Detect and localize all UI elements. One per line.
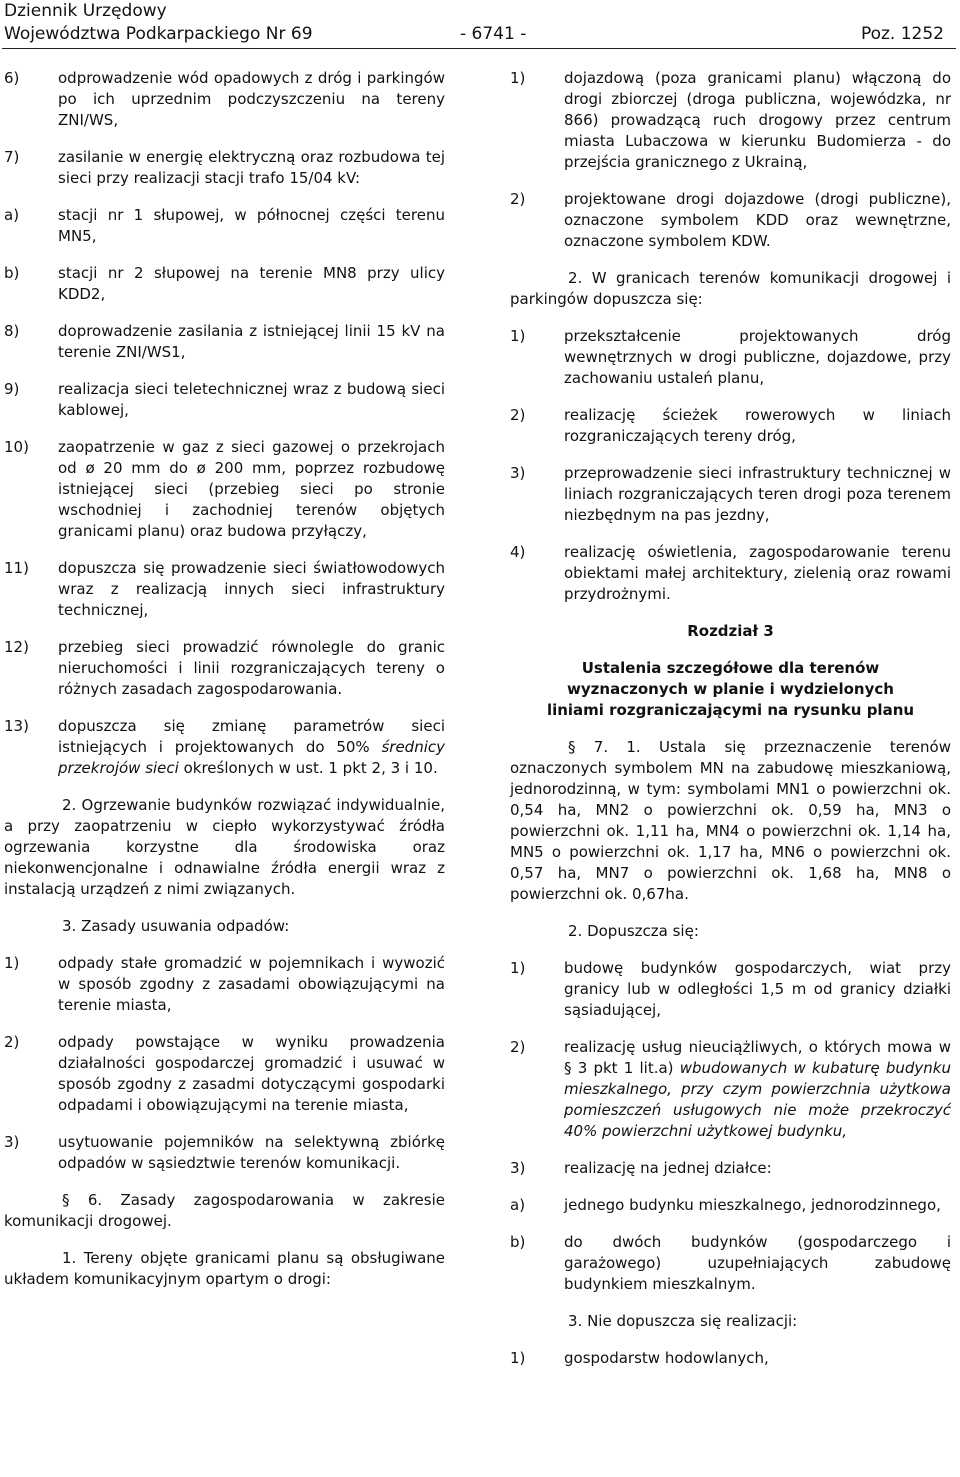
item-number: 1)	[510, 327, 526, 345]
section-paragraph: § 6. Zasady zagospodarowania w zakresie komunikacji drogowej.	[4, 1191, 445, 1230]
item-text: projektowane drogi dojazdowe (drogi publiczne), oznaczone symbolem KDD oraz wewnętrzne, oznaczone symbolem KDW.	[564, 190, 951, 250]
item-number: 10)	[4, 438, 29, 456]
list-item	[510, 68, 951, 173]
item-text: realizacja sieci teletechnicznej wraz z budową sieci kablowej,	[58, 380, 445, 419]
item-text: dojazdową (poza granicami planu) włączoną do drogi zbiorczej (droga publiczna, wojewódzka, nr 866) prowadzącą ruch drogowy przez centrum miasta Lubaczowa w kierunku Budomierza - do przejścia granicznego z Ukrainą,	[564, 69, 951, 171]
item-text: realizację usług nieuciążliwych, o których mowa w § 3 pkt 1 lit.a)	[564, 1038, 951, 1077]
item-number: 2)	[510, 190, 526, 208]
item-text: realizację ścieżek rowerowych w liniach rozgraniczających tereny dróg,	[564, 406, 951, 445]
item-text: doprowadzenie zasilania z istniejącej linii 15 kV na terenie ZNI/WS1,	[58, 322, 445, 361]
paragraph: 2. Dopuszcza się:	[568, 922, 699, 940]
item-text: do dwóch budynków (gospodarczego i garażowego) uzupełniających zabudowę budynkiem mieszkalnym.	[564, 1233, 951, 1293]
list-item	[4, 1132, 445, 1174]
item-text: realizację na jednej działce:	[564, 1159, 772, 1177]
list-item	[4, 68, 445, 131]
item-text: stacji nr 2 słupowej na terenie MN8 przy ulicy KDD2,	[58, 264, 445, 303]
list-item	[510, 1037, 951, 1142]
item-text: przeprowadzenie sieci infrastruktury technicznej w liniach rozgraniczających teren drogi poza terenem niezbędnym na pas jezdny,	[564, 464, 951, 524]
item-text-italic: średnicy przekrojów sieci	[58, 738, 445, 777]
item-number: 1)	[510, 959, 526, 977]
paragraph: 3. Nie dopuszcza się realizacji:	[568, 1312, 798, 1330]
list-item	[510, 1232, 951, 1295]
left-column	[4, 68, 445, 1290]
list-item	[4, 953, 445, 1016]
list-item	[4, 1032, 445, 1116]
list-item	[4, 558, 445, 621]
item-number: 6)	[4, 69, 20, 87]
item-number: 8)	[4, 322, 20, 340]
item-number: 1)	[510, 1349, 526, 1367]
list-item	[510, 1158, 951, 1179]
item-text-italic: wbudowanych w kubaturę budynku mieszkalnego, przy czym powierzchnia użytkowa pomieszczeń usługowych nie może przekroczyć 40% powierzchni użytkowej budynku,	[564, 1059, 952, 1140]
item-text: przebieg sieci prowadzić równolegle do granic nieruchomości i linii rozgraniczających tereny o różnych zasadach zagospodarowania.	[58, 638, 445, 698]
item-text: realizację oświetlenia, zagospodarowanie terenu obiektami małej architektury, zielenią oraz rowami przydrożnymi.	[564, 543, 951, 603]
paragraph: 2. W granicach terenów komunikacji drogowej i parkingów dopuszcza się:	[510, 269, 951, 308]
item-text: stacji nr 1 słupowej, w północnej części terenu MN5,	[58, 206, 445, 245]
item-text: zasilanie w energię elektryczną oraz rozbudowa tej sieci przy realizacji stacji trafo 15/04 kV:	[58, 148, 445, 187]
item-text: gospodarstw hodowlanych,	[564, 1349, 769, 1367]
item-text: zaopatrzenie w gaz z sieci gazowej o przekrojach od ø 20 mm do ø 200 mm, poprzez rozbudowę istniejącej sieci (przebieg sieci po stronie wschodniej i zachodniej terenów objętych granicami planu) oraz budowa przyłączy,	[58, 438, 445, 540]
paragraph: 3. Zasady usuwania odpadów:	[62, 917, 290, 935]
paragraph: 2. Ogrzewanie budynków rozwiązać indywidualnie, a przy zaopatrzeniu w ciepło wykorzystywać źródła ogrzewania korzystne dla środowiska oraz niekonwencjonalne i odnawialne źródła energii wraz z instalacją urządzeń z nimi związanych.	[4, 796, 445, 898]
item-text: jednego budynku mieszkalnego, jednorodzinnego,	[564, 1196, 941, 1214]
item-text: określonych w ust. 1 pkt 2, 3 i 10.	[178, 759, 438, 777]
list-item	[510, 1195, 951, 1216]
chapter-heading: Rozdział 3	[687, 622, 774, 640]
item-number: 2)	[510, 1038, 526, 1056]
list-item	[510, 463, 951, 526]
item-text: odprowadzenie wód opadowych z dróg i parkingów po ich uprzednim podczyszczeniu na tereny ZNI/WS,	[58, 69, 445, 129]
item-number: 12)	[4, 638, 29, 656]
item-number: 2)	[4, 1033, 20, 1051]
chapter-title-line: liniami rozgraniczającymi na rysunku planu	[546, 701, 915, 719]
item-text: usytuowanie pojemników na selektywną zbiórkę odpadów w sąsiedztwie terenów komunikacji.	[58, 1133, 445, 1172]
item-number: b)	[4, 264, 20, 282]
list-item	[510, 405, 951, 447]
list-item	[4, 716, 445, 779]
list-item	[4, 205, 445, 247]
item-text: odpady powstające w wyniku prowadzenia działalności gospodarczej gromadzić i usuwać w sposób zgodny z zasadmi dotyczącymi gospodarki odpadami i obowiązującymi na terenie miasta,	[58, 1033, 445, 1114]
item-number: 3)	[510, 464, 526, 482]
paragraph: 1. Tereny objęte granicami planu są obsługiwane układem komunikacyjnym opartym o drogi:	[4, 1249, 445, 1288]
right-column	[510, 68, 951, 1369]
chapter-title-line: Ustalenia szczegółowe dla terenów	[581, 659, 880, 677]
page-header	[4, 0, 944, 46]
list-item	[4, 321, 445, 363]
item-number: 1)	[510, 69, 526, 87]
item-number: 4)	[510, 543, 526, 561]
list-item	[4, 437, 445, 542]
position-number: Poz. 1252	[860, 24, 944, 44]
item-number: 11)	[4, 559, 29, 577]
section-paragraph: § 7. 1. Ustala się przeznaczenie terenów oznaczonych symbolem MN na zabudowę mieszkaniową, jednorodzinną, w tym: symbolami MN1 o powierzchni ok. 0,54 ha, MN2 o powierzchni ok. 0,59 ha, MN3 o powierzchni ok. 1,11 ha, MN4 o powierzchni ok. 1,14 ha, MN5 o powierzchni ok. 1,17 ha, MN6 o powierzchni ok. 0,57 ha, MN7 o powierzchni ok. 1,68 ha, MN8 o powierzchni ok. 0,67ha.	[510, 738, 951, 903]
list-item	[4, 379, 445, 421]
item-text: odpady stałe gromadzić w pojemnikach i wywozić w sposób zgodny z zasadami obowiązującymi na terenie miasta,	[58, 954, 445, 1014]
list-item	[4, 637, 445, 700]
list-item	[510, 1348, 951, 1369]
item-number: a)	[510, 1196, 526, 1214]
item-number: 9)	[4, 380, 20, 398]
item-text: dopuszcza się prowadzenie sieci światłowodowych wraz z realizacją innych sieci infrastruktury technicznej,	[58, 559, 445, 619]
page-number: - 6741 -	[460, 24, 527, 44]
item-number: 3)	[510, 1159, 526, 1177]
chapter-title-line: wyznaczonych w planie i wydzielonych	[567, 680, 894, 698]
item-text: przekształcenie projektowanych dróg wewnętrznych w drogi publiczne, dojazdowe, przy zachowaniu ustaleń planu,	[564, 327, 951, 387]
journal-subtitle: Województwa Podkarpackiego Nr 69	[4, 24, 313, 44]
item-number: a)	[4, 206, 20, 224]
list-item	[4, 263, 445, 305]
item-number: 7)	[4, 148, 20, 166]
chapter-title	[510, 658, 951, 721]
list-item	[510, 326, 951, 389]
item-number: 2)	[510, 406, 526, 424]
list-item	[510, 189, 951, 252]
header-rule	[2, 48, 956, 49]
item-number: 3)	[4, 1133, 20, 1151]
list-item	[510, 542, 951, 605]
item-number: 13)	[4, 717, 29, 735]
item-text: dopuszcza się zmianę parametrów sieci istniejących i projektowanych do 50%	[58, 717, 445, 756]
item-number: b)	[510, 1233, 526, 1251]
item-number: 1)	[4, 954, 20, 972]
list-item	[510, 958, 951, 1021]
journal-title: Dziennik Urzędowy	[4, 1, 167, 21]
list-item	[4, 147, 445, 189]
item-text: budowę budynków gospodarczych, wiat przy granicy lub w odległości 1,5 m od granicy działki sąsiadującej,	[564, 959, 951, 1019]
